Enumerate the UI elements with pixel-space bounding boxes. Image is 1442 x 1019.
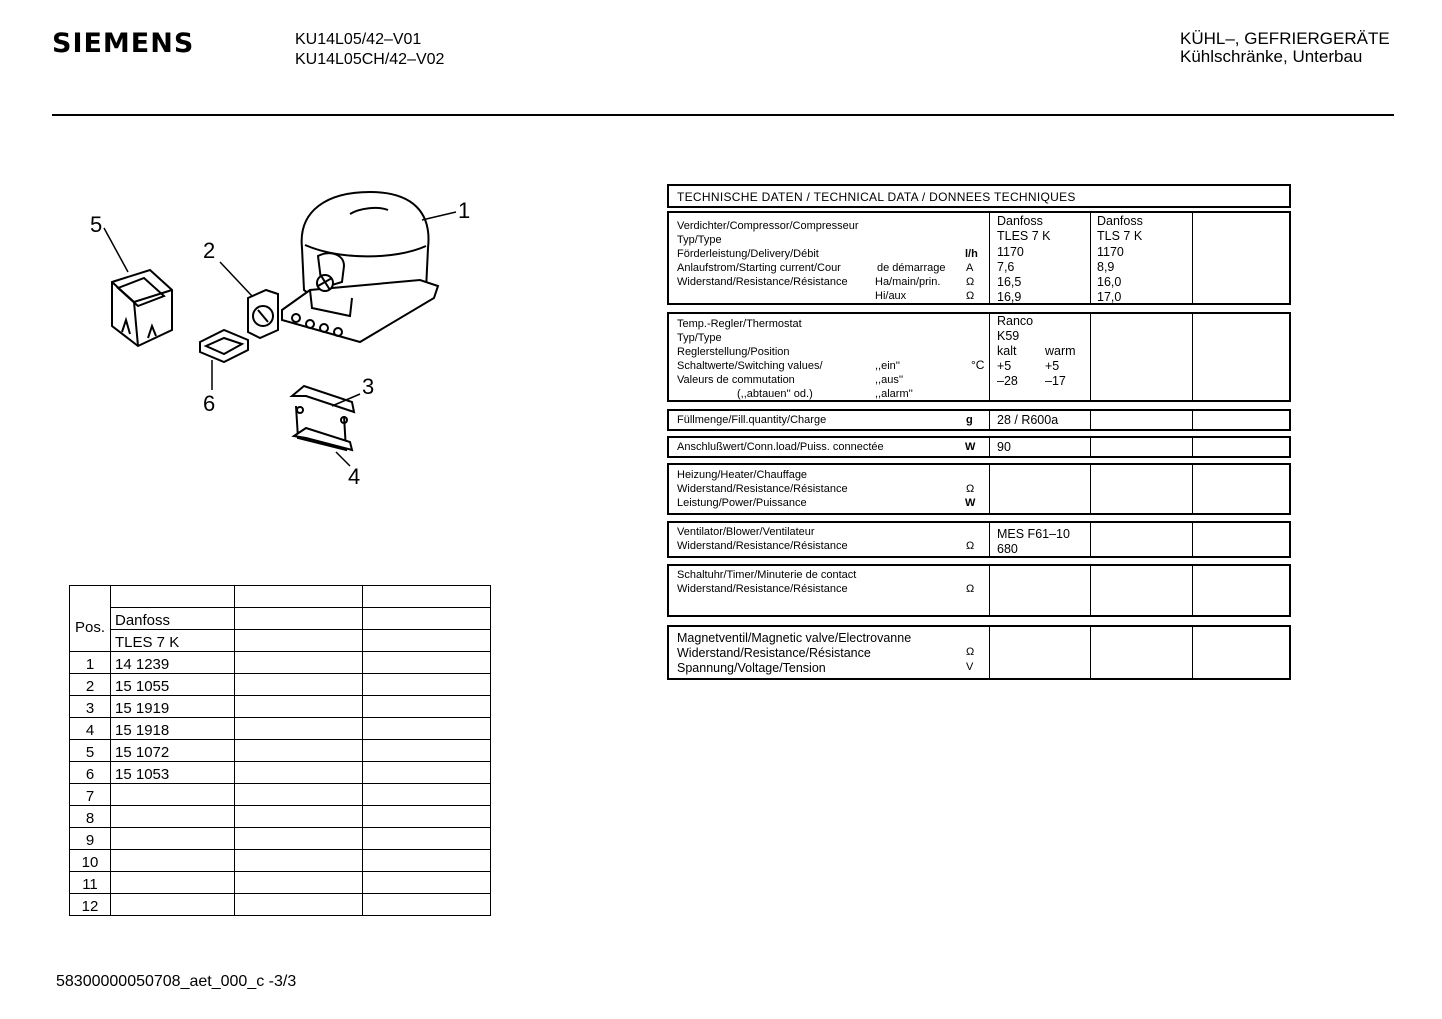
part-number: 15 1053 [111,762,235,784]
table-row: 9 [70,828,491,850]
table-row: 7 [70,784,491,806]
table-row: 11 [70,872,491,894]
blower-section: Ventilator/Blower/Ventilateur Widerstand/Resistance/Résistance Ω MES F61–10 680 [667,521,1291,558]
document-id: 58300000050708_aet_000_c -3/3 [56,973,297,990]
part-number: 15 1918 [111,718,235,740]
heater-section: Heizung/Heater/Chauffage Widerstand/Resistance/Résistance Leistung/Power/Puissance Ω W [667,463,1291,515]
table-row: 10 [70,850,491,872]
tech-data-title-box [667,184,1291,208]
start-device-part [112,270,172,346]
table-row: 8 [70,806,491,828]
pos-header: Pos. [70,586,111,652]
category-subtitle: Kühlschränke, Unterbau [1180,47,1363,66]
timer-section: Schaltuhr/Timer/Minuterie de contact Widerstand/Resistance/Résistance Ω [667,564,1291,617]
table-row: 12 [70,894,491,916]
callout-4: 4 [348,464,361,489]
callout-6: 6 [203,391,216,416]
connected-load-section: Anschlußwert/Conn.load/Puiss. connectée W 90 [667,436,1291,458]
compressor-exploded-diagram [60,170,500,500]
compressor-part [282,192,438,342]
charge-section: Füllmenge/Fill.quantity/Charge g 28 / R600a [667,409,1291,431]
model-number-2: KU14L05CH/42–V02 [295,51,445,68]
table-row: 4 15 1918 [70,718,491,740]
relay-part [248,290,278,338]
part-number: 14 1239 [111,652,235,674]
manufacturer-cell: Danfoss [111,608,235,630]
bracket-part [292,386,354,450]
part-number: 15 1072 [111,740,235,762]
table-row: 3 15 1919 [70,696,491,718]
callout-1: 1 [458,198,471,223]
callout-5: 5 [90,212,103,237]
part-number: 15 1055 [111,674,235,696]
thermostat-section: Temp.-Regler/Thermostat Typ/Type Reglerstellung/Position Schaltwerte/Switching values/ ,,ein'' Valeurs de commutation ,,aus'' (,,abtauen'' od.) ,,alarm'' °C Ranco K59 kalt warm +5 +5 –28 –17 [667,312,1291,402]
parts-table [69,585,491,916]
table-row: 6 15 1053 [70,762,491,784]
header-divider [52,114,1394,116]
cover-part [200,330,248,362]
callout-2: 2 [203,238,216,263]
compressor-section: Verdichter/Compressor/Compresseur Typ/Type Förderleistung/Delivery/Débit Anlaufstrom/Starting current/Cour de démarrage Widerstand/Resistance/Résistance Ha/main/prin. Hi/aux l/h A Ω Ω Danfoss TLES 7 K 1170 7,6 16,5 16,9 Danfoss TLS 7 K 1170 8,9 16,0 17,0 [667,211,1291,305]
model-cell: TLES 7 K [111,630,235,652]
table-row: 2 15 1055 [70,674,491,696]
callout-3: 3 [362,374,375,399]
table-row: 1 14 1239 [70,652,491,674]
part-number: 15 1919 [111,696,235,718]
tech-data-title: TECHNISCHE DATEN / TECHNICAL DATA / DONNEES TECHNIQUES [677,190,1076,204]
model-number-1: KU14L05/42–V01 [295,31,422,48]
brand-logo: SIEMENS [52,28,195,59]
valve-section: Magnetventil/Magnetic valve/Electrovanne Widerstand/Resistance/Résistance Spannung/Voltage/Tension Ω V [667,625,1291,680]
table-row: 5 15 1072 [70,740,491,762]
category-title: KÜHL–, GEFRIERGERÄTE [1180,29,1390,48]
